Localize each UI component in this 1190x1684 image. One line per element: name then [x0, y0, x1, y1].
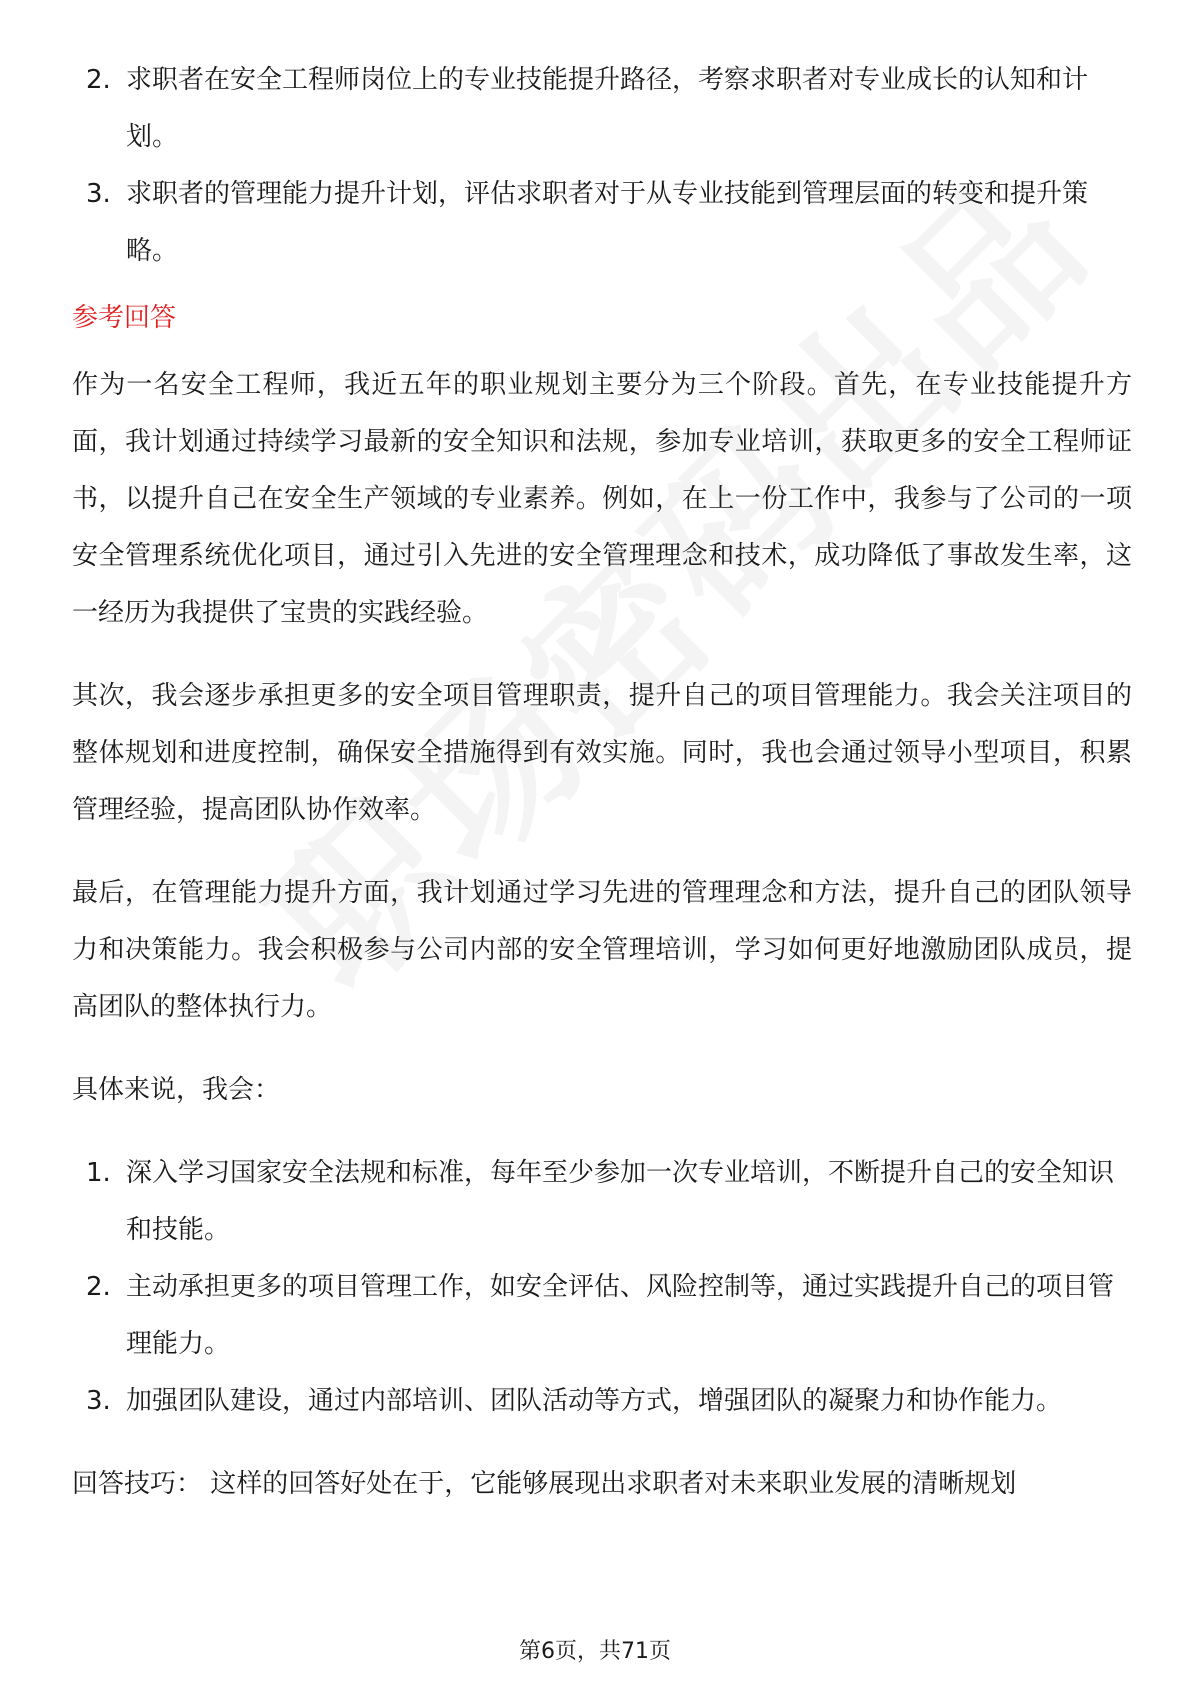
page-content: [72, 52, 1132, 1539]
list-item: [72, 166, 1132, 280]
list-item-number: 2.: [86, 1272, 111, 1302]
list-item-text: 深入学习国家安全法规和标准，每年至少参加一次专业培训，不断提升自己的安全知识和技能。: [126, 1158, 1115, 1245]
list-item-number: 1.: [86, 1158, 111, 1188]
list-item-number: 2.: [86, 65, 111, 95]
section-title-reference-answer: 参考回答: [72, 303, 177, 333]
list-item: [72, 1373, 1132, 1430]
answer-tip-text: 这样的回答好处在于，它能够展现出求职者对未来职业发展的清晰规划: [210, 1469, 1017, 1499]
answer-paragraph-3: 最后，在管理能力提升方面，我计划通过学习先进的管理理念和方法，提升自己的团队领导力和决策能力。我会积极参与公司内部的安全管理培训，学习如何更好地激励团队成员，提高团队的整体执行力。: [72, 878, 1132, 1022]
list-item-text: 加强团队建设，通过内部培训、团队活动等方式，增强团队的凝聚力和协作能力。: [126, 1386, 1063, 1416]
answer-paragraph-1: 作为一名安全工程师，我近五年的职业规划主要分为三个阶段。首先，在专业技能提升方面，我计划通过持续学习最新的安全知识和法规，参加专业培训，获取更多的安全工程师证书，以提升自己在安全生产领域的专业素养。例如，在上一份工作中，我参与了公司的一项安全管理系统优化项目，通过引入先进的安全管理理念和技术，成功降低了事故发生率，这一经历为我提供了宝贵的实践经验。: [72, 370, 1132, 628]
list-item-text: 求职者的管理能力提升计划，评估求职者对于从专业技能到管理层面的转变和提升策略。: [126, 179, 1089, 266]
list-item-number: 3.: [86, 179, 111, 209]
list-item-number: 3.: [86, 1386, 111, 1416]
list-item: [72, 1145, 1132, 1259]
answer-paragraph-4: 具体来说，我会：: [72, 1075, 281, 1105]
list-item: [72, 52, 1132, 166]
list-item: [72, 1259, 1132, 1373]
specific-plan-list: [72, 1145, 1132, 1430]
top-question-list: [72, 52, 1132, 280]
answer-tip-label: 回答技巧：: [72, 1469, 203, 1499]
page-number-footer: 第6页，共71页: [519, 1639, 671, 1664]
list-item-text: 求职者在安全工程师岗位上的专业技能提升路径，考察求职者对专业成长的认知和计划。: [126, 65, 1089, 152]
list-item-text: 主动承担更多的项目管理工作，如安全评估、风险控制等，通过实践提升自己的项目管理能力。: [126, 1272, 1115, 1359]
answer-paragraph-2: 其次，我会逐步承担更多的安全项目管理职责，提升自己的项目管理能力。我会关注项目的整体规划和进度控制，确保安全措施得到有效实施。同时，我也会通过领导小型项目，积累管理经验，提高团队协作效率。: [72, 681, 1132, 825]
answer-tip: [72, 1456, 1132, 1513]
